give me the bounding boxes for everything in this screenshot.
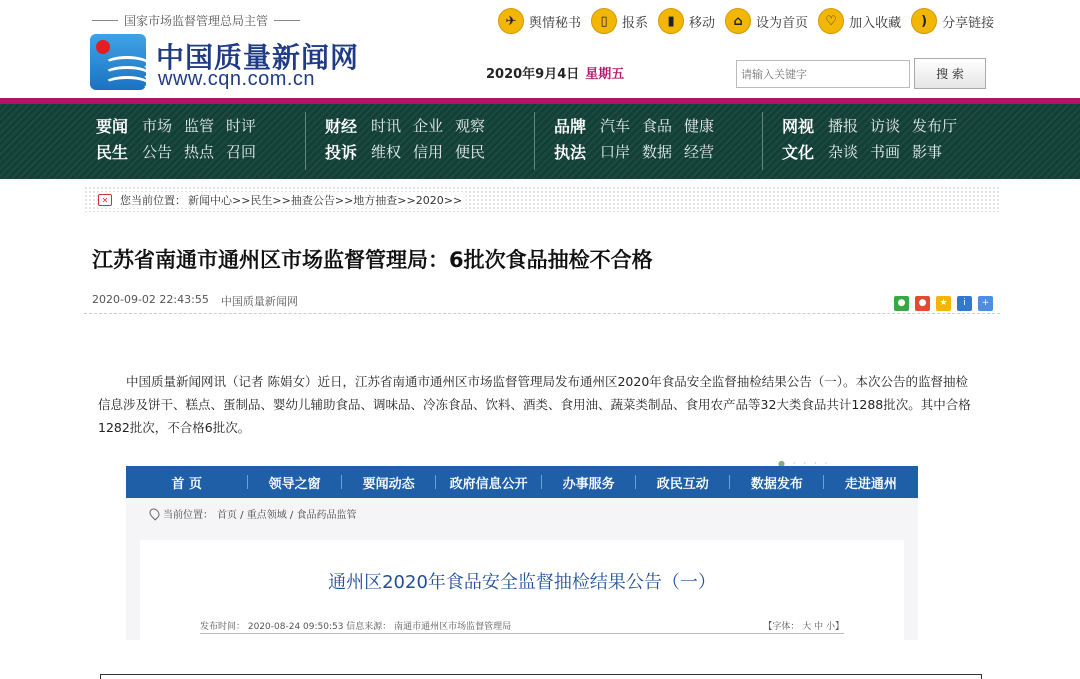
top-links bbox=[498, 8, 994, 34]
embed-nav-item: 领导之窗 bbox=[248, 473, 342, 492]
embed-nav bbox=[126, 466, 918, 498]
nav-item[interactable]: 企业 bbox=[413, 116, 444, 135]
bottom-frame bbox=[100, 674, 982, 679]
wechat-icon[interactable]: ● bbox=[894, 296, 909, 311]
link-set-homepage[interactable]: ⌂ 设为首页 bbox=[725, 8, 808, 34]
nav-item[interactable]: 公告 bbox=[142, 142, 173, 161]
embed-top-decor: ● · · · · bbox=[778, 459, 828, 466]
nav-tousu[interactable]: 投诉 bbox=[325, 142, 358, 162]
nav-zhifa[interactable]: 执法 bbox=[554, 142, 587, 162]
nav-item[interactable]: 数据 bbox=[642, 142, 673, 161]
embed-nav-item: 数据发布 bbox=[730, 473, 824, 492]
meta-divider bbox=[84, 313, 1000, 314]
embed-nav-item: 办事服务 bbox=[542, 473, 636, 492]
nav-column-2 bbox=[325, 112, 485, 170]
nav-pinpai[interactable]: 品牌 bbox=[554, 116, 587, 136]
nav-item[interactable]: 影事 bbox=[912, 142, 943, 161]
nav-item[interactable]: 观察 bbox=[455, 116, 486, 135]
site-header bbox=[0, 0, 1080, 100]
link-share[interactable]: ) 分享链接 bbox=[911, 8, 994, 34]
embed-meta: 发布时间： 2020-08-24 09:50:53 信息来源： 南通市通州区市场监督管理局 【字体： 大 中 小】 bbox=[200, 622, 844, 632]
embed-nav-item: 要闻动态 bbox=[342, 473, 436, 492]
embed-meta-divider bbox=[200, 633, 844, 634]
location-flag-icon: ✕ bbox=[98, 194, 112, 206]
embed-nav-item: 走进通州 bbox=[844, 476, 897, 492]
embed-breadcrumb: 当前位置： 首页 / 重点领域 / 食品药品监管 bbox=[150, 506, 356, 521]
article-title: 江苏省南通市通州区市场监督管理局：6批次食品抽检不合格 bbox=[92, 248, 653, 272]
article-meta bbox=[92, 293, 298, 309]
embedded-screenshot bbox=[126, 466, 918, 640]
site-tagline: 国家市场监督管理总局主管 bbox=[92, 12, 300, 29]
weibo-icon[interactable]: ● bbox=[915, 296, 930, 311]
nav-column-4 bbox=[782, 112, 957, 170]
site-logo-text[interactable]: 中国质量新闻网 bbox=[156, 41, 360, 74]
home-icon: ⌂ bbox=[725, 8, 751, 34]
nav-item[interactable]: 维权 bbox=[371, 142, 402, 161]
nav-item[interactable]: 口岸 bbox=[600, 142, 631, 161]
share-bar bbox=[894, 296, 993, 311]
site-logo-url[interactable]: www.cqn.com.cn bbox=[158, 68, 316, 90]
link-yuqing[interactable]: ✈ 舆情秘书 bbox=[498, 8, 581, 34]
breadcrumb bbox=[84, 186, 1000, 212]
nav-item[interactable]: 播报 bbox=[828, 116, 859, 135]
nav-item[interactable]: 市场 bbox=[142, 116, 173, 135]
rss-icon: ) bbox=[911, 8, 937, 34]
nav-item[interactable]: 食品 bbox=[642, 116, 673, 135]
nav-column-3 bbox=[554, 112, 714, 170]
article-source: 中国质量新闻网 bbox=[220, 295, 298, 308]
embed-nav-item: 政民互动 bbox=[636, 473, 730, 492]
article-datetime: 2020-09-02 22:43:55 bbox=[92, 293, 209, 306]
link-add-favorite[interactable]: ♡ 加入收藏 bbox=[818, 8, 901, 34]
nav-item[interactable]: 书画 bbox=[870, 142, 901, 161]
nav-item[interactable]: 热点 bbox=[184, 142, 215, 161]
link-baoxi[interactable]: ▯ 报系 bbox=[591, 8, 648, 34]
renren-icon[interactable]: i bbox=[957, 296, 972, 311]
embed-nav-item: 政府信息公开 bbox=[436, 473, 542, 492]
nav-item[interactable]: 经营 bbox=[684, 142, 715, 161]
embed-nav-item: 首 页 bbox=[126, 473, 248, 492]
link-mobile[interactable]: ▮ 移动 bbox=[658, 8, 715, 34]
nav-item[interactable]: 汽车 bbox=[600, 116, 631, 135]
mobile-icon: ▮ bbox=[658, 8, 684, 34]
nav-column-1 bbox=[96, 112, 256, 170]
site-logo-icon[interactable] bbox=[90, 34, 146, 90]
nav-caijing[interactable]: 财经 bbox=[325, 116, 358, 136]
nav-wangshi[interactable]: 网视 bbox=[782, 116, 815, 136]
embed-title: 通州区2020年食品安全监督抽检结果公告（一） bbox=[328, 572, 716, 593]
nav-item[interactable]: 杂谈 bbox=[828, 142, 859, 161]
more-share-icon[interactable]: + bbox=[978, 296, 993, 311]
nav-wenhua[interactable]: 文化 bbox=[782, 142, 815, 162]
nav-item[interactable]: 时评 bbox=[226, 116, 257, 135]
breadcrumb-prefix: 您当前位置： bbox=[120, 194, 186, 207]
breadcrumb-path[interactable]: 新闻中心>>民生>>抽查公告>>地方抽查>>2020>> bbox=[188, 194, 463, 207]
heart-icon: ♡ bbox=[818, 8, 844, 34]
nav-item[interactable]: 访谈 bbox=[870, 116, 901, 135]
document-icon: ▯ bbox=[591, 8, 617, 34]
main-nav bbox=[0, 104, 1080, 179]
nav-item[interactable]: 便民 bbox=[455, 142, 486, 161]
nav-item[interactable]: 时讯 bbox=[371, 116, 402, 135]
search-button[interactable]: 搜 索 bbox=[914, 58, 986, 89]
nav-item[interactable]: 发布厅 bbox=[912, 116, 958, 135]
nav-item[interactable]: 信用 bbox=[413, 142, 444, 161]
nav-minsheng[interactable]: 民生 bbox=[96, 142, 129, 162]
nav-item[interactable]: 健康 bbox=[684, 116, 715, 135]
bird-icon: ✈ bbox=[498, 8, 524, 34]
qzone-icon[interactable]: ★ bbox=[936, 296, 951, 311]
embed-content-card bbox=[140, 540, 904, 640]
nav-item[interactable]: 监管 bbox=[184, 116, 215, 135]
nav-yaowen[interactable]: 要闻 bbox=[96, 116, 129, 136]
search-input[interactable] bbox=[736, 60, 910, 88]
nav-item[interactable]: 召回 bbox=[226, 142, 257, 161]
article-paragraph: 中国质量新闻网讯（记者 陈娟女）近日，江苏省南通市通州区市场监督管理局发布通州区2020年食品安全监督抽检结果公告（一）。本次公告的监督抽检信息涉及饼干、糕点、蛋制品、婴幼儿辅助食品、调味品、冷冻食品、饮料、酒类、食用油、蔬菜类制品、食用农产品等32大类食品共计1288批次。其中合格1282批次，不合格6批次。 bbox=[98, 374, 971, 435]
location-pin-icon bbox=[147, 506, 161, 520]
current-date: 2020年9月4日 星期五 bbox=[486, 67, 625, 82]
